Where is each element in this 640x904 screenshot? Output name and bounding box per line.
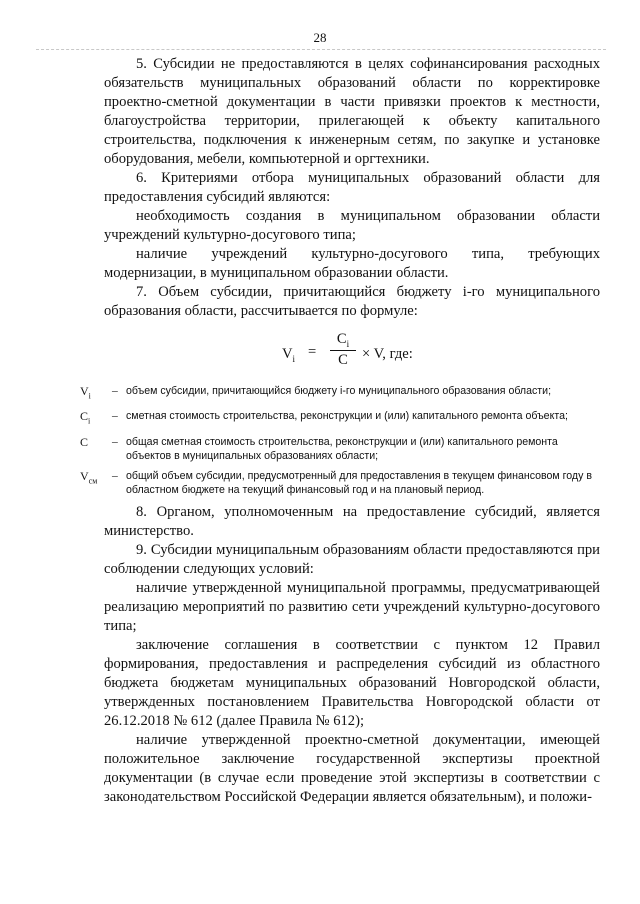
definition-symbol: $V_i$ [80,384,91,401]
definition-symbol: C [80,434,89,449]
definition-dash: – [112,385,118,397]
definition-text: общая сметная стоимость строительства, реконструкции и (или) капитального ремонта объектов в муниципальных образованиях области; [126,435,558,462]
formula-fraction [330,331,356,369]
paragraph-8: 8. Органом, уполномоченным на предоставление субсидий, является министерство. [104,503,600,539]
formula-equals: = [308,344,317,360]
definition-row [80,409,600,428]
formula-denominator: C [338,352,348,368]
paragraph-6: 6. Критериями отбора муниципальных образований области для предоставления субсидий являются: [104,170,600,205]
formula-definitions [80,384,600,497]
condition-3: наличие утвержденной проектно-сметной документации, имеющей положительное заключение государственной экспертизы проектной документации (в случае если проведение этой экспертизы в соответствии с законодательством Российской Федерации является обязательным), и положи- [104,731,600,805]
definition-text: сметная стоимость строительства, реконструкции и (или) капитального ремонта объекта; [126,410,568,423]
criterion-2: наличие учреждений культурно-досугового типа, требующих модернизации, в муниципальном образовании области. [104,246,600,281]
definition-dash: – [112,469,118,482]
document-body [80,55,600,807]
fraction-bar [330,350,356,351]
definition-row [80,469,600,497]
definition-row [80,435,600,463]
definition-dash: – [112,435,118,448]
definition-row [80,384,600,403]
definition-text: общий объем субсидии, предусмотренный для предоставления в текущем финансовом году в областном бюджете на текущий финансовый год и на плановый период. [126,469,592,496]
subsidy-formula [104,328,600,380]
paragraph-5: 5. Субсидии не предоставляются в целях софинансирования расходных обязательств муниципальных образований области по корректировке проектно-сметной документации в части привязки проектов к местности, благоустройства территории, прилегающей к объекту капитального строительства, подключения к инженерным сетям, по закупке и установке оборудования, мебели, компьютерной и оргтехники. [104,56,600,167]
formula-tail: × V, где: [362,346,413,362]
page-number: 28 [313,30,327,45]
paragraph-9: 9. Субсидии муниципальным образованиям области предоставляются при соблюдении следующих условий: [104,541,600,577]
definition-symbol: $C_i$ [80,409,91,426]
condition-2: заключение соглашения в соответствии с пунктом 12 Правил формирования, предоставления и распределения субсидий из областного бюджета бюджетам муниципальных образований Новгородской области, утвержденных постановлением Правительства Новгородской области от 26.12.2018 № 612 (далее Правила № 612); [104,636,600,729]
paragraph-7: 7. Объем субсидии, причитающийся бюджету i-го муниципального образования области, рассчитывается по формуле: [104,284,600,319]
header-rule [36,49,606,50]
formula-lhs: $V_i$ [282,346,296,364]
formula-numerator: $C_i$ [336,331,350,349]
definition-symbol: $V_{см}$ [80,468,98,486]
definition-dash: – [112,410,118,423]
definition-text: объем субсидии, причитающийся бюджету i-го муниципального образования области; [126,385,552,397]
criterion-1: необходимость создания в муниципальном образовании области учреждений культурно-досугового типа; [104,208,600,243]
condition-1: наличие утвержденной муниципальной программы, предусматривающей реализацию мероприятий по развитию сети учреждений культурно-досугового типа; [104,579,600,634]
